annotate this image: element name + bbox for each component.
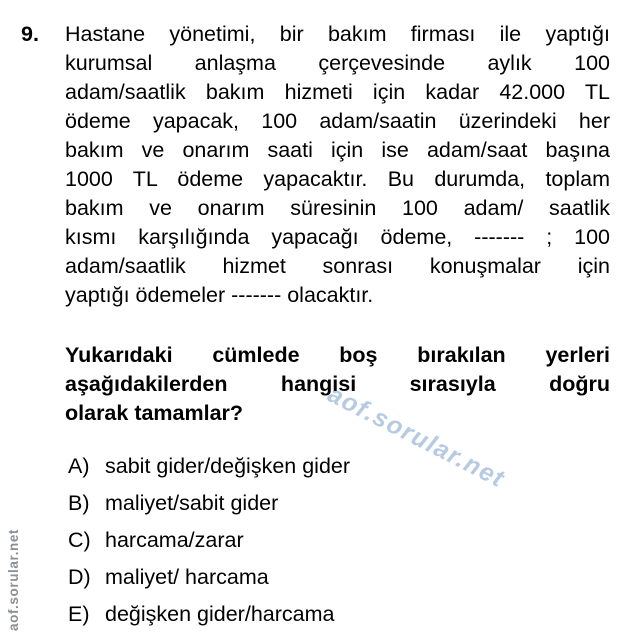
body-line: adam/saatlik bakım hizmeti için kadar 42.000 TL (65, 80, 610, 104)
question-body (65, 20, 610, 310)
body-line: kısmı karşılığında yapacağı ödeme, ------- ; 100 (65, 225, 610, 249)
body-line: 1000 TL ödeme yapacaktır. Bu durumda, toplam (65, 167, 610, 191)
prompt-line: olarak tamamlar? (65, 401, 244, 425)
question-number: 9. (21, 22, 39, 46)
option-letter: B) (68, 491, 90, 515)
watermark-diagonal: aof.sorular.net (323, 380, 510, 494)
option-text: maliyet/sabit gider (105, 491, 279, 515)
body-line: ödeme yapacak, 100 adam/saatin üzerindeki her (65, 109, 610, 133)
option-letter: C) (68, 528, 91, 552)
option-letter: A) (68, 454, 90, 478)
watermark-vertical: aof.sorular.net (6, 528, 21, 631)
option-d[interactable] (68, 563, 608, 600)
question-prompt (65, 341, 610, 428)
option-letter: E) (68, 602, 90, 626)
option-text: maliyet/ harcama (105, 565, 269, 589)
prompt-line: Yukarıdaki cümlede boş bırakılan yerleri (65, 343, 610, 367)
prompt-line: aşağıdakilerden hangisi sırasıyla doğru (65, 372, 610, 396)
option-a[interactable] (68, 452, 608, 489)
option-text: harcama/zarar (105, 528, 244, 552)
option-text: sabit gider/değişken gider (105, 454, 351, 478)
option-text: değişken gider/harcama (105, 602, 335, 626)
option-c[interactable] (68, 526, 608, 563)
body-line: kurumsal anlaşma çerçevesinde aylık 100 (65, 51, 610, 75)
options-list (68, 452, 608, 637)
option-b[interactable] (68, 489, 608, 526)
body-line: yaptığı ödemeler ------- olacaktır. (65, 283, 374, 307)
body-line: bakım ve onarım saati için ise adam/saat başına (65, 138, 610, 162)
body-line: adam/saatlik hizmet sonrası konuşmalar için (65, 254, 610, 278)
body-line: bakım ve onarım süresinin 100 adam/ saatlik (65, 196, 610, 220)
option-e[interactable] (68, 600, 608, 637)
body-line: Hastane yönetimi, bir bakım firması ile yaptığı (65, 22, 610, 46)
option-letter: D) (68, 565, 91, 589)
